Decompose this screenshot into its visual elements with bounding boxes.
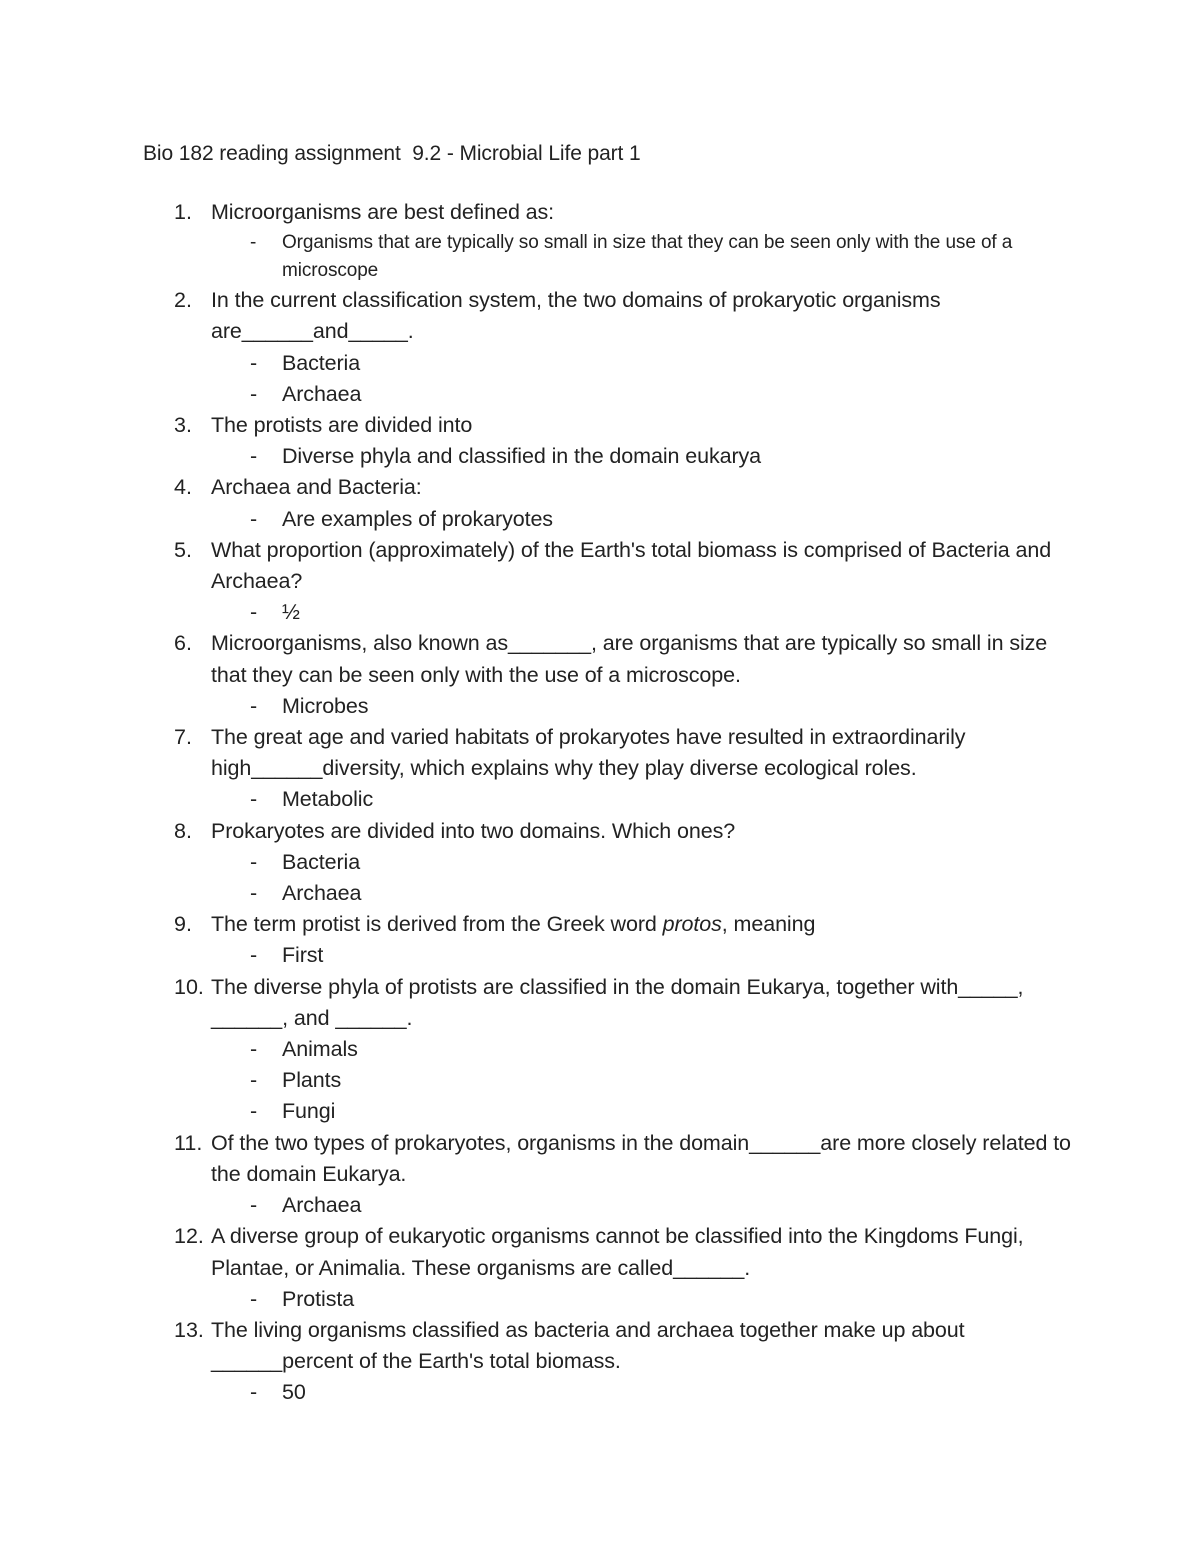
answer-text: 50 bbox=[282, 1380, 306, 1405]
answer-list bbox=[0, 228, 1200, 285]
answer-item bbox=[0, 597, 1200, 628]
answer-text: Animals bbox=[282, 1037, 358, 1062]
answer-list bbox=[0, 597, 1200, 628]
answer-text: Metabolic bbox=[282, 787, 374, 812]
dash-bullet: - bbox=[250, 350, 258, 375]
answer-item bbox=[0, 691, 1200, 722]
dash-bullet: - bbox=[250, 600, 258, 625]
question-5 bbox=[0, 535, 1200, 629]
answer-item bbox=[0, 1034, 1200, 1065]
question-text-after: , meaning bbox=[721, 912, 816, 937]
answer-text: Diverse phyla and classified in the domain eukarya bbox=[282, 444, 762, 469]
dash-bullet: - bbox=[250, 506, 258, 531]
question-number: 1. bbox=[174, 200, 192, 224]
answer-item bbox=[0, 878, 1200, 909]
answer-list bbox=[0, 441, 1200, 472]
question-number: 6. bbox=[174, 631, 192, 656]
answer-item bbox=[0, 228, 1200, 285]
question-4 bbox=[0, 472, 1200, 534]
answer-list bbox=[0, 1284, 1200, 1315]
answer-list bbox=[0, 847, 1200, 909]
question-text-before: The term protist is derived from the Greek word bbox=[211, 912, 663, 937]
question-text bbox=[211, 909, 1071, 940]
dash-bullet: - bbox=[250, 381, 258, 406]
answer-item bbox=[0, 1065, 1200, 1096]
answer-text: Archaea bbox=[282, 381, 362, 406]
answer-list bbox=[0, 784, 1200, 815]
question-text: The diverse phyla of protists are classified in the domain Eukarya, together with_____, ______, and ______. bbox=[211, 974, 1024, 1030]
answer-list bbox=[0, 1377, 1200, 1408]
answer-item bbox=[0, 847, 1200, 878]
answer-text: Plants bbox=[282, 1068, 342, 1093]
dash-bullet: - bbox=[250, 1193, 258, 1218]
question-text: The living organisms classified as bacteria and archaea together make up about ______percent of the Earth's total biomass. bbox=[211, 1317, 965, 1374]
question-list bbox=[0, 197, 1200, 1409]
question-number: 11. bbox=[174, 1130, 203, 1155]
answer-text: First bbox=[282, 943, 324, 968]
answer-item bbox=[0, 348, 1200, 379]
dash-bullet: - bbox=[250, 232, 257, 254]
answer-list bbox=[0, 504, 1200, 535]
answer-item bbox=[0, 504, 1200, 535]
answer-list bbox=[0, 1190, 1200, 1221]
question-text: A diverse group of eukaryotic organisms cannot be classified into the Kingdoms Fungi, Plantae, or Animalia. These organisms are called______. bbox=[211, 1224, 1024, 1280]
question-number: 13. bbox=[174, 1317, 204, 1342]
question-text: The protists are divided into bbox=[211, 413, 473, 438]
question-number: 7. bbox=[174, 725, 192, 750]
answer-list bbox=[0, 1034, 1200, 1128]
dash-bullet: - bbox=[250, 693, 258, 718]
question-9 bbox=[0, 909, 1200, 971]
answer-item bbox=[0, 1377, 1200, 1408]
answer-text: Organisms that are typically so small in size that they can be seen only with the use of a microscope bbox=[282, 232, 1013, 282]
document-title: Bio 182 reading assignment 9.2 - Microbial Life part 1 bbox=[143, 142, 641, 165]
question-text: The great age and varied habitats of prokaryotes have resulted in extraordinarily high______diversity, which explains why they play diverse ecological roles. bbox=[211, 725, 966, 781]
question-12 bbox=[0, 1221, 1200, 1315]
answer-text: Protista bbox=[282, 1286, 355, 1311]
dash-bullet: - bbox=[250, 444, 258, 469]
question-number: 9. bbox=[174, 912, 192, 937]
question-text: Microorganisms, also known as_______, are organisms that are typically so small in size that they can be seen only with the use of a microscope. bbox=[211, 631, 1048, 687]
dash-bullet: - bbox=[250, 881, 258, 906]
question-text-italic: protos bbox=[662, 912, 722, 937]
answer-item bbox=[0, 1190, 1200, 1221]
answer-text: Archaea bbox=[282, 881, 362, 906]
answer-text: Are examples of prokaryotes bbox=[282, 506, 553, 531]
question-number: 12. bbox=[174, 1224, 204, 1249]
question-text: In the current classification system, the two domains of prokaryotic organisms are______and_____. bbox=[211, 288, 941, 344]
dash-bullet: - bbox=[250, 1037, 258, 1062]
question-11 bbox=[0, 1128, 1200, 1222]
question-1 bbox=[0, 197, 1200, 285]
question-3 bbox=[0, 410, 1200, 472]
answer-text: Archaea bbox=[282, 1193, 362, 1218]
dash-bullet: - bbox=[250, 849, 258, 874]
answer-item bbox=[0, 940, 1200, 971]
dash-bullet: - bbox=[250, 1068, 258, 1093]
answer-item bbox=[0, 379, 1200, 410]
dash-bullet: - bbox=[250, 1099, 258, 1124]
question-text: Of the two types of prokaryotes, organisms in the domain______are more closely related to the domain Eukarya. bbox=[211, 1130, 1071, 1186]
question-text: Microorganisms are best defined as: bbox=[211, 200, 555, 224]
question-number: 3. bbox=[174, 413, 192, 438]
answer-text: Bacteria bbox=[282, 849, 361, 874]
question-2 bbox=[0, 285, 1200, 410]
question-text: Prokaryotes are divided into two domains. Which ones? bbox=[211, 818, 736, 843]
question-13 bbox=[0, 1315, 1200, 1409]
answer-list bbox=[0, 940, 1200, 971]
question-7 bbox=[0, 722, 1200, 816]
answer-text: Fungi bbox=[282, 1099, 336, 1124]
question-number: 8. bbox=[174, 818, 192, 843]
answer-text: Bacteria bbox=[282, 350, 361, 375]
answer-text: ½ bbox=[282, 600, 300, 625]
question-8 bbox=[0, 816, 1200, 910]
question-10 bbox=[0, 972, 1200, 1128]
question-number: 2. bbox=[174, 288, 192, 313]
question-text: What proportion (approximately) of the Earth's total biomass is comprised of Bacteria and Archaea? bbox=[211, 537, 1052, 594]
answer-list bbox=[0, 691, 1200, 722]
question-number: 5. bbox=[174, 537, 192, 562]
answer-item bbox=[0, 1284, 1200, 1315]
dash-bullet: - bbox=[250, 1286, 258, 1311]
question-text: Archaea and Bacteria: bbox=[211, 475, 422, 500]
answer-text: Microbes bbox=[282, 693, 369, 718]
answer-list bbox=[0, 348, 1200, 410]
answer-item bbox=[0, 1096, 1200, 1127]
question-number: 4. bbox=[174, 475, 192, 500]
answer-item bbox=[0, 784, 1200, 815]
dash-bullet: - bbox=[250, 787, 258, 812]
question-number: 10. bbox=[174, 974, 204, 999]
answer-item bbox=[0, 441, 1200, 472]
dash-bullet: - bbox=[250, 1380, 258, 1405]
dash-bullet: - bbox=[250, 943, 258, 968]
question-6 bbox=[0, 628, 1200, 722]
